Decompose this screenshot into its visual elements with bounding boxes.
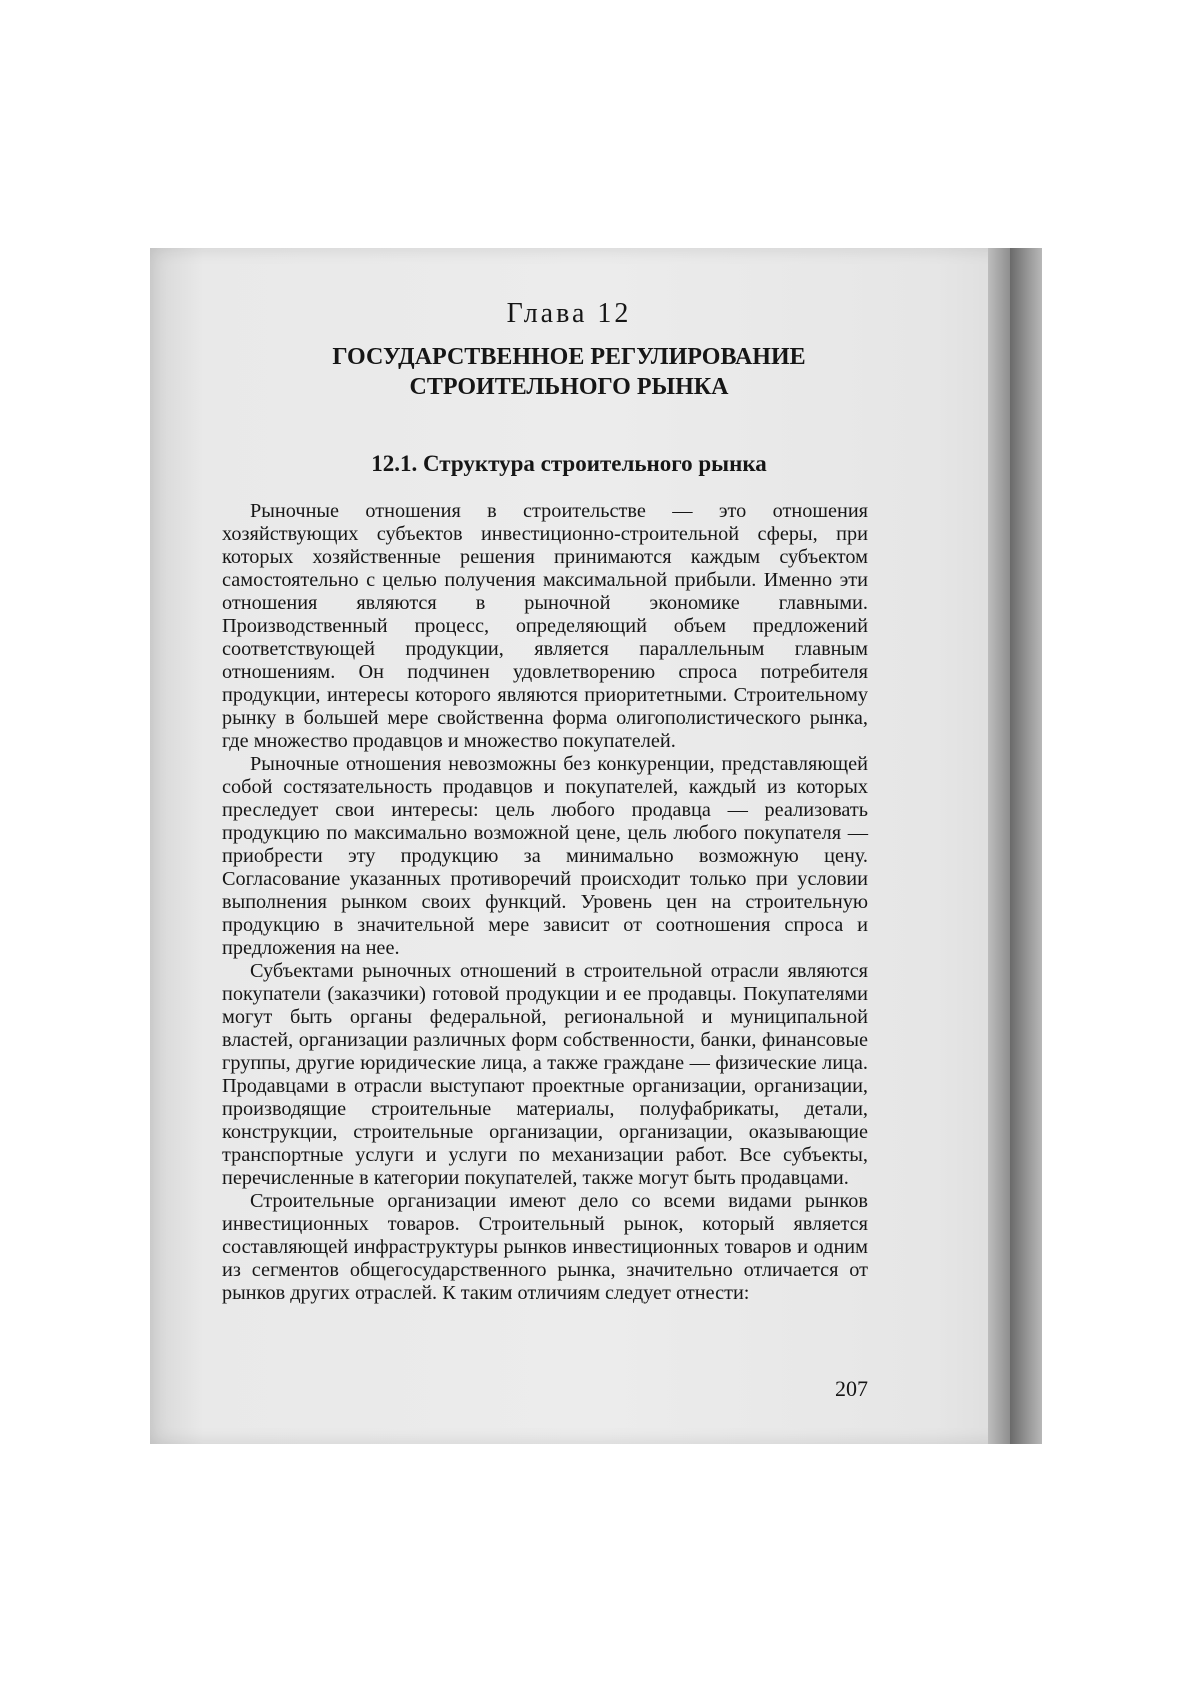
book-spine-edge — [1010, 248, 1042, 1444]
page-number: 207 — [835, 1376, 868, 1401]
book-page — [150, 248, 988, 1444]
chapter-title-line-1: ГОСУДАРСТВЕННОЕ РЕГУЛИРОВАНИЕ — [332, 344, 806, 370]
paragraph-1: Рыночные отношения в строительстве — это отношения хозяйствующих субъектов инвестиционно-строительной сферы, при которых хозяйственные решения принимаются каждым субъектом самостоятельно с целью получения максимальной прибыли. Именно эти отношения являются в рыночной экономике главными. Производственный процесс, определяющий объем предложений соответствующей продукции, является параллельным главным отношениям. Он подчинен удовлетворению спроса потребителя продукции, интересы которого являются приоритетными. Строительному рынку в большей мере свойственна форма олигополистического рынка, где множество продавцов и множество покупателей. — [222, 500, 868, 752]
chapter-title — [150, 342, 988, 402]
chapter-title-line-2: СТРОИТЕЛЬНОГО РЫНКА — [409, 374, 729, 400]
body-text — [222, 500, 868, 1305]
paragraph-2: Рыночные отношения невозможны без конкуренции, представляющей собой состязательность продавцов и покупателей, каждый из которых преследует свои интересы: цель любого продавца — реализовать продукцию по максимально возможной цене, цель любого покупателя — приобрести эту продукцию за минимально возможную цену. Согласование указанных противоречий происходит только при условии выполнения рынком своих функций. Уровень цен на строительную продукцию в значительной мере зависит от соотношения спроса и предложения на нее. — [222, 753, 868, 959]
section-title: 12.1. Структура строительного рынка — [371, 451, 767, 476]
paragraph-4: Строительные организации имеют дело со всеми видами рынков инвестиционных товаров. Строительный рынок, который является составляющей инфраструктуры рынков инвестиционных товаров и одним из сегментов общегосударственного рынка, значительно отличается от рынков других отраслей. К таким отличиям следует отнести: — [222, 1190, 868, 1304]
paragraph-3: Субъектами рыночных отношений в строительной отрасли являются покупатели (заказчики) готовой продукции и ее продавцы. Покупателями могут быть органы федеральной, региональной и муниципальной властей, организации различных форм собственности, банки, финансовые группы, другие юридические лица, а также граждане — физические лица. Продавцами в отрасли выступают проектные организации, организации, производящие строительные материалы, полуфабрикаты, детали, конструкции, строительные организации, организации, оказывающие транспортные услуги и услуги по механизации работ. Все субъекты, перечисленные в категории покупателей, также могут быть продавцами. — [222, 960, 868, 1189]
book-spine-shadow — [988, 248, 1010, 1444]
chapter-label: Глава 12 — [506, 298, 632, 329]
